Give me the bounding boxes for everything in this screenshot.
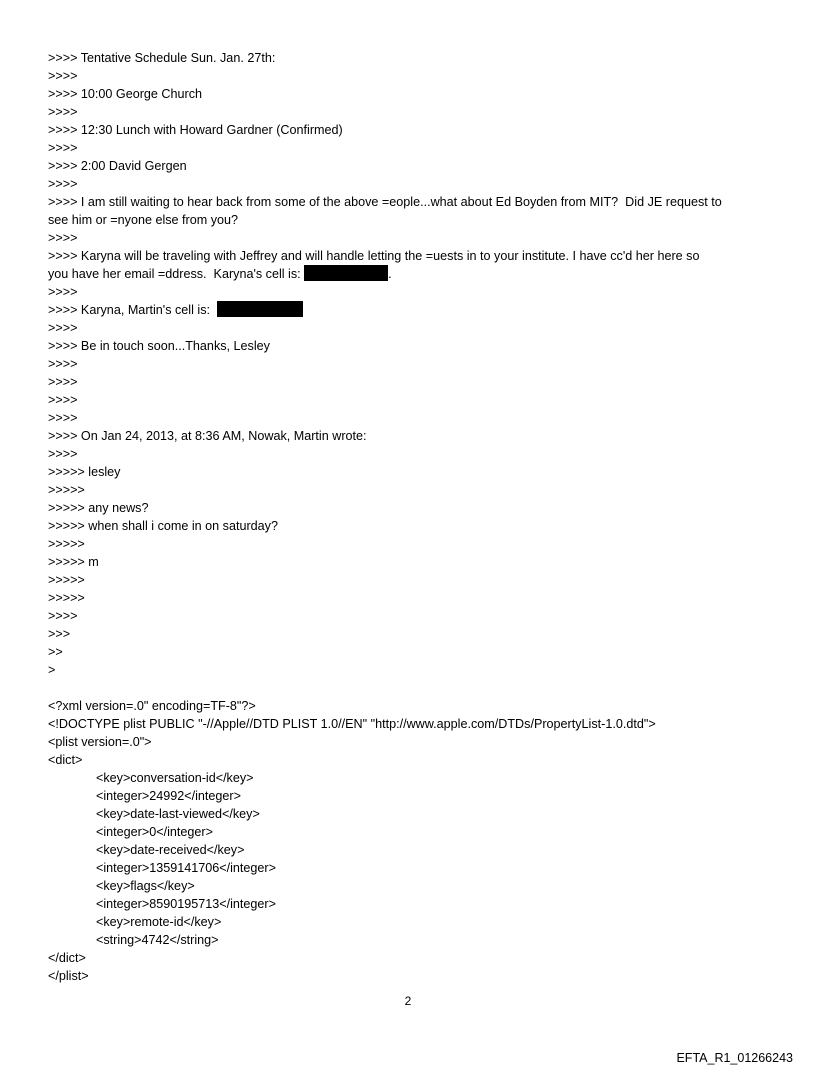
email-line-with-redaction [48,301,778,319]
email-line: >>>> Tentative Schedule Sun. Jan. 27th: [48,51,276,65]
email-line: >>>> [48,393,78,407]
section-gap [48,679,778,697]
email-line: >>>> [48,357,78,371]
email-line: >>>>> m [48,555,99,569]
email-line: >>>> Karyna will be traveling with Jeffrey and will handle letting the =uests in to your institute. I have cc'd her here so [48,249,700,263]
plist-line: <integer>8590195713</integer> [96,897,276,911]
email-line: >>>> [48,141,78,155]
plist-line: <dict> [48,753,83,767]
email-line: >>>> On Jan 24, 2013, at 8:36 AM, Nowak, Martin wrote: [48,429,367,443]
email-line: >>>>> [48,537,85,551]
plist-line: <key>remote-id</key> [96,915,222,929]
email-line: > [48,663,56,677]
email-line: see him or =nyone else from you? [48,213,239,227]
email-line: >>>> 12:30 Lunch with Howard Gardner (Confirmed) [48,123,343,137]
email-line: >>>> [48,285,78,299]
email-line: >> [48,645,63,659]
email-line-text: you have her email =ddress. Karyna's cell is: [48,267,301,281]
plist-line: <integer>0</integer> [96,825,213,839]
plist-line: <string>4742</string> [96,933,219,947]
plist-line: <key>date-received</key> [96,843,245,857]
plist-line: <key>conversation-id</key> [96,771,254,785]
email-line: >>>>> [48,483,85,497]
email-line: >>>> [48,69,78,83]
email-line-with-redaction [48,265,778,283]
plist-line: <integer>24992</integer> [96,789,241,803]
page-number: 2 [404,994,412,1008]
plist-line: </plist> [48,969,89,983]
email-line: >>>> I am still waiting to hear back from some of the above =eople...what about Ed Boyden from MIT? Did JE request to [48,195,722,209]
plist-line: <plist version=.0"> [48,735,152,749]
email-line: >>>>> [48,591,85,605]
email-line: >>> [48,627,71,641]
document-id: EFTA_R1_01266243 [676,1051,793,1065]
plist-line: <key>flags</key> [96,879,195,893]
email-line: >>>> [48,447,78,461]
plist-line: <key>date-last-viewed</key> [96,807,260,821]
plist-line: <!DOCTYPE plist PUBLIC "-//Apple//DTD PLIST 1.0//EN" "http://www.apple.com/DTDs/PropertyList-1.0.dtd"> [48,717,656,731]
email-line: >>>>> when shall i come in on saturday? [48,519,278,533]
email-line: >>>> [48,321,78,335]
plist-line: <integer>1359141706</integer> [96,861,276,875]
document-body [48,49,778,985]
email-line: >>>> 2:00 David Gergen [48,159,187,173]
email-line: >>>> [48,375,78,389]
redaction-trailing-period: . [388,267,392,281]
redaction-box [304,265,388,281]
redaction-box [217,301,303,317]
email-line: >>>>> any news? [48,501,149,515]
plist-line: <?xml version=.0" encoding=TF-8"?> [48,699,256,713]
email-line-text: >>>> Karyna, Martin's cell is: [48,303,210,317]
email-line: >>>>> [48,573,85,587]
email-line: >>>> Be in touch soon...Thanks, Lesley [48,339,270,353]
email-line: >>>>> lesley [48,465,121,479]
email-line: >>>> [48,609,78,623]
email-line: >>>> [48,231,78,245]
email-line: >>>> 10:00 George Church [48,87,203,101]
email-line: >>>> [48,411,78,425]
email-line: >>>> [48,177,78,191]
plist-line: </dict> [48,951,86,965]
email-line: >>>> [48,105,78,119]
